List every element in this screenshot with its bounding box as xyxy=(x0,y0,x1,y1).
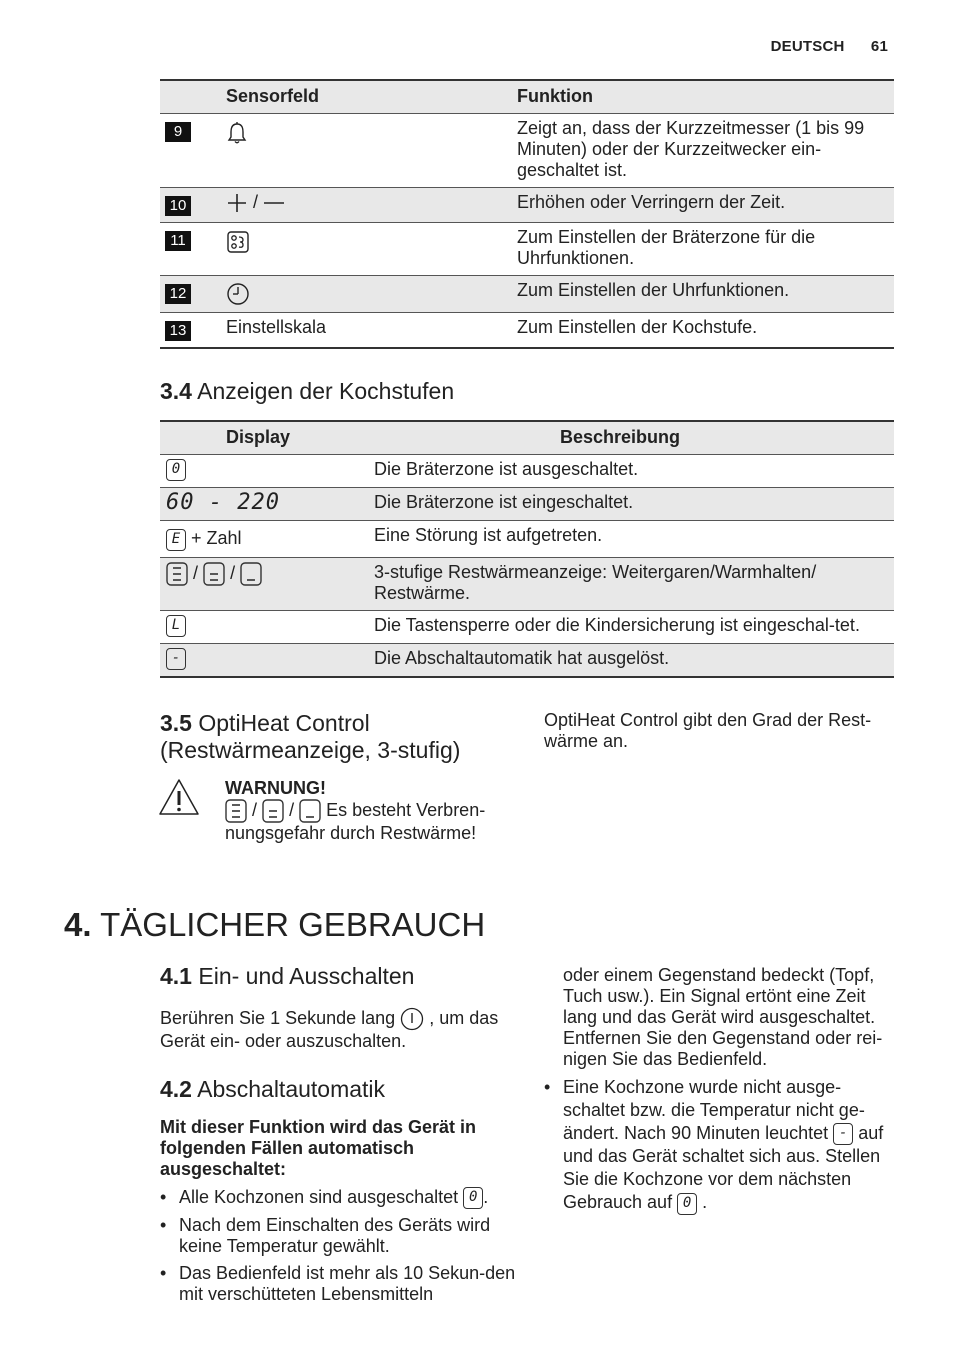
function-text: Zum Einstellen der Kochstufe. xyxy=(517,317,758,337)
row-number: 9 xyxy=(165,122,191,142)
row-number: 11 xyxy=(165,231,191,251)
description-text: Die Bräterzone ist eingeschaltet. xyxy=(374,492,634,513)
plus-minus-separator: / xyxy=(253,192,259,212)
table-row xyxy=(160,610,894,643)
column-header-display: Display xyxy=(226,427,291,447)
sensor-table xyxy=(160,79,894,349)
roaster-zone-icon xyxy=(226,230,250,254)
display-separator: / xyxy=(193,562,199,583)
table-row xyxy=(160,276,894,313)
chapter-heading: 4. TÄGLICHER GEBRAUCH xyxy=(64,906,486,943)
description-text: Die Tastensperre oder die Kindersicherung ist eingeschal-tet. xyxy=(374,614,860,635)
row-number: 10 xyxy=(165,196,191,216)
function-text: Erhöhen oder Verringern der Zeit. xyxy=(517,192,786,212)
display-symbol: E xyxy=(166,529,186,551)
sensor-text: Einstellskala xyxy=(226,317,327,337)
warning-block xyxy=(225,778,525,844)
table-header-row xyxy=(160,421,894,455)
description-text: 3-stufige Restwärmeanzeige: Weitergaren/Warmhalten/ Restwärme. xyxy=(374,561,817,603)
display-symbol: - xyxy=(166,648,186,670)
list-item: • Nach dem Einschalten des Geräts wird keine Temperatur gewählt. xyxy=(160,1215,532,1257)
table-row xyxy=(160,313,894,349)
warning-text-1: Es besteht Verbren- xyxy=(326,799,486,820)
optiheat-text: OptiHeat Control gibt den Grad der Rest-wärme an. xyxy=(544,710,872,751)
function-text: Zum Einstellen der Bräterzone für die Uhrfunktionen. xyxy=(517,227,816,268)
table-row xyxy=(160,643,894,677)
language-label: DEUTSCH xyxy=(770,38,845,55)
residual-heat-medium-icon xyxy=(262,799,284,823)
minus-icon xyxy=(263,192,285,214)
list-item: • Alle Kochzonen sind ausgeschaltet 0 . xyxy=(160,1187,532,1209)
auto-off-list xyxy=(160,1187,532,1311)
display-symbol: 0 xyxy=(463,1187,483,1209)
residual-heat-medium-icon xyxy=(203,562,225,586)
section-heading-4-2: 4.2 Abschaltautomatik xyxy=(160,1076,386,1102)
list-item: • Das Bedienfeld ist mehr als 10 Sekun-den mit verschütteten Lebensmitteln xyxy=(160,1263,532,1305)
residual-heat-low-icon xyxy=(299,799,321,823)
display-symbol: L xyxy=(166,615,186,637)
residual-heat-high-icon xyxy=(166,562,188,586)
residual-heat-high-icon xyxy=(225,799,247,823)
display-table xyxy=(160,420,894,678)
display-symbol: - xyxy=(833,1123,853,1145)
auto-off-list-continued xyxy=(544,1076,896,1221)
clock-icon xyxy=(226,282,250,306)
warning-separator: / xyxy=(252,799,258,820)
column-header-sensor: Sensorfeld xyxy=(226,86,320,106)
function-text: Zum Einstellen der Uhrfunktionen. xyxy=(517,280,790,300)
table-row xyxy=(160,455,894,488)
bell-icon xyxy=(226,121,248,145)
description-text: Eine Störung ist aufgetreten. xyxy=(374,525,603,546)
page-header xyxy=(771,38,888,55)
section-heading-3-4: 3.4 Anzeigen der Kochstufen xyxy=(160,378,455,404)
display-symbol: 0 xyxy=(166,459,186,481)
display-range: 60 - 220 xyxy=(166,490,280,516)
table-row xyxy=(160,557,894,610)
display-separator: / xyxy=(230,562,236,583)
description-text: Die Bräterzone ist ausgeschaltet. xyxy=(374,459,639,479)
table-header-row xyxy=(160,80,894,114)
continuation-text: oder einem Gegenstand bedeckt (Topf, Tuch usw.). Ein Signal ertönt eine Zeit lang und das Gerät wird ausgeschaltet. Entfernen Sie den Gegenstand oder rei-nigen Sie das Bedienfeld. xyxy=(563,965,883,1069)
table-row xyxy=(160,223,894,276)
power-button-icon xyxy=(400,1007,424,1031)
list-item: • Eine Kochzone wurde nicht ausge-schaltet bzw. die Temperatur nicht ge-ändert. Nach 90 Minuten leuchtet - auf und das Gerät schaltet sich aus. Stellen Sie die Kochzone vor dem nächsten Gebrauch auf 0 . xyxy=(544,1076,896,1215)
row-number: 12 xyxy=(165,284,191,304)
page-number: 61 xyxy=(870,38,888,55)
column-header-function: Funktion xyxy=(517,86,593,106)
warning-triangle-icon xyxy=(158,778,200,816)
auto-off-intro: Mit dieser Funktion wird das Gerät in folgenden Fällen automatisch ausgeschaltet: xyxy=(160,1117,477,1179)
column-header-description: Beschreibung xyxy=(560,427,681,447)
table-row xyxy=(160,114,894,188)
section-heading-3-5: 3.5 OptiHeat Control (Restwärmeanzeige, 3-stufig) xyxy=(160,710,461,763)
section-heading-4-1: 4.1 Ein- und Ausschalten xyxy=(160,963,415,989)
warning-title: WARNUNG! xyxy=(225,778,326,798)
residual-heat-low-icon xyxy=(240,562,262,586)
warning-text xyxy=(225,799,525,844)
table-row xyxy=(160,488,894,521)
onoff-text: Berühren Sie 1 Sekunde lang , um das Gerät ein- oder auszuschalten. xyxy=(160,1007,499,1051)
display-suffix: + Zahl xyxy=(191,528,242,549)
display-symbol: 0 xyxy=(677,1193,697,1215)
warning-separator: / xyxy=(289,799,295,820)
warning-text-2: nungsgefahr durch Restwärme! xyxy=(225,823,477,843)
plus-icon xyxy=(226,192,248,214)
function-text: Zeigt an, dass der Kurzzeitmesser (1 bis 99 Minuten) oder der Kurzzeitwecker ein-geschaltet ist. xyxy=(517,118,865,180)
table-row xyxy=(160,521,894,557)
row-number: 13 xyxy=(165,321,191,341)
description-text: Die Abschaltautomatik hat ausgelöst. xyxy=(374,647,670,668)
table-row xyxy=(160,188,894,223)
